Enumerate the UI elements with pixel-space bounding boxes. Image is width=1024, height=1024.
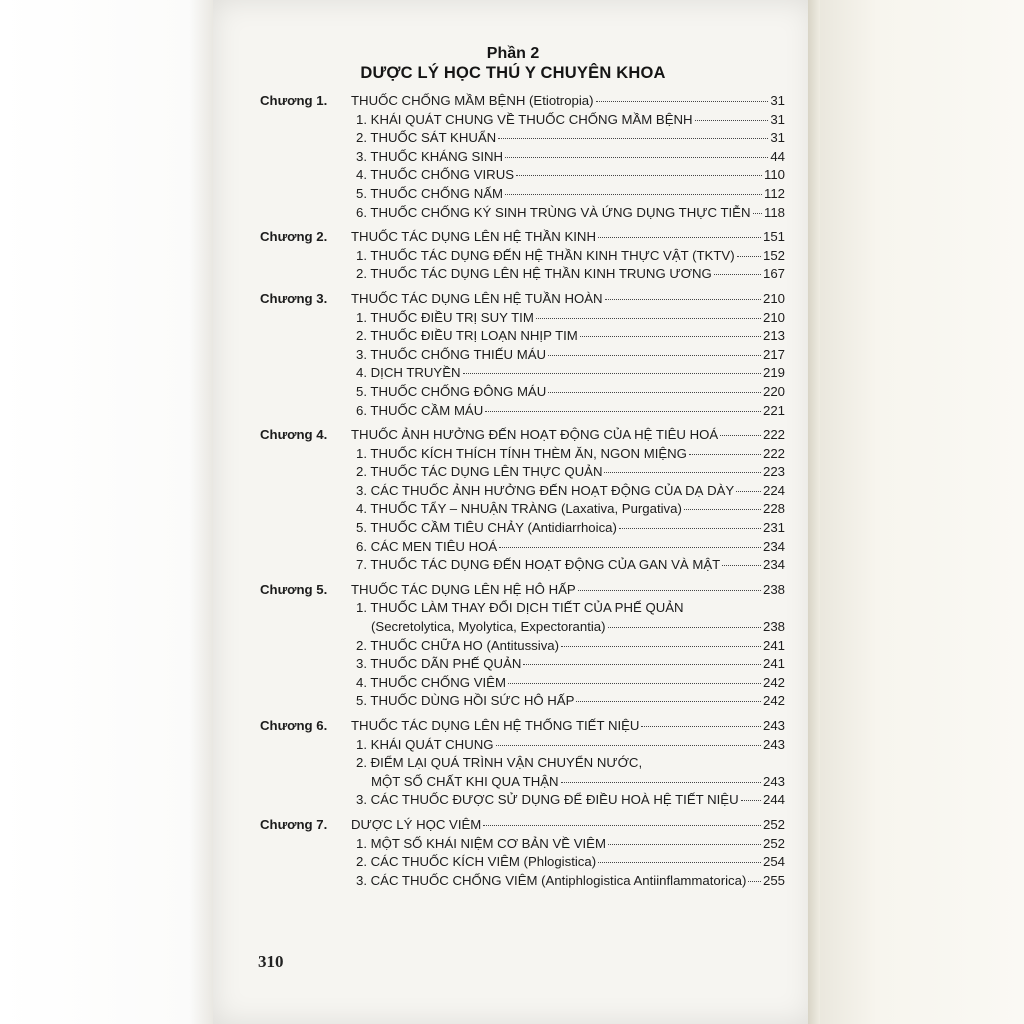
page-ref: 238 (762, 581, 785, 597)
page-ref: 110 (763, 167, 785, 183)
toc-item-row (213, 247, 813, 266)
toc-item-entry[interactable] (356, 463, 785, 482)
toc-item-entry[interactable] (356, 111, 785, 130)
toc-item-entry[interactable] (356, 247, 785, 266)
dot-leader (748, 881, 761, 882)
toc-item-row (213, 674, 813, 693)
dot-leader (598, 237, 761, 238)
toc-item-row (213, 500, 813, 519)
dot-leader (508, 683, 761, 684)
toc-item-row (213, 111, 813, 130)
toc-item-entry[interactable] (356, 692, 785, 711)
toc-item-entry[interactable] (356, 445, 785, 464)
toc-entry-text: 4. DỊCH TRUYỀN (356, 365, 461, 381)
toc-entry-text: 6. THUỐC CẦM MÁU (356, 402, 484, 418)
dot-leader (598, 862, 761, 863)
toc-item-row (213, 482, 813, 501)
toc-item-row (213, 166, 813, 185)
dot-leader (483, 825, 761, 826)
toc-item-entry[interactable] (356, 383, 785, 402)
toc-entry-text: 4. THUỐC CHỐNG VIRUS (356, 167, 515, 183)
toc-entry-text: 6. THUỐC CHỐNG KÝ SINH TRÙNG VÀ ỨNG DỤNG THỰC TIỄN (356, 204, 751, 220)
dot-leader (596, 101, 769, 102)
page-ref: 252 (762, 835, 785, 851)
dot-leader (695, 120, 769, 121)
chapter-title-entry[interactable] (351, 581, 785, 600)
dot-leader (753, 213, 762, 214)
chapter-label: Chương 1. (260, 93, 328, 108)
chapter-row (213, 816, 813, 835)
dot-leader (523, 664, 761, 665)
toc-item-entry[interactable] (356, 754, 785, 773)
toc-item-entry[interactable] (356, 519, 785, 538)
dot-leader (496, 745, 761, 746)
page-edge-shadow (808, 0, 820, 1024)
toc-item-entry[interactable] (356, 185, 785, 204)
page-ref: 152 (762, 247, 785, 263)
dot-leader (499, 547, 761, 548)
page-ref: 213 (762, 328, 785, 344)
toc-entry-text: 1. THUỐC LÀM THAY ĐỔI DỊCH TIẾT CỦA PHẾ QUẢN (356, 600, 684, 616)
page-ref: 242 (762, 674, 785, 690)
chapter-block (213, 581, 813, 711)
page-ref: 241 (762, 656, 785, 672)
toc-entry-text: 2. THUỐC SÁT KHUẨN (356, 130, 497, 146)
page-ref: 242 (762, 693, 785, 709)
part-title: DƯỢC LÝ HỌC THÚ Y CHUYÊN KHOA (360, 64, 666, 82)
toc-item-row (213, 327, 813, 346)
right-background (814, 0, 1024, 1024)
dot-leader (714, 274, 761, 275)
toc-entry-text: 1. KHÁI QUÁT CHUNG VỀ THUỐC CHỐNG MẦM BỆNH (356, 111, 693, 127)
toc-entry-text: 6. CÁC MEN TIÊU HOÁ (356, 538, 498, 554)
toc-entry-text: 1. KHÁI QUÁT CHUNG (356, 736, 494, 752)
chapter-row (213, 426, 813, 445)
toc-entry-text: 1. MỘT SỐ KHÁI NIỆM CƠ BẢN VỀ VIÊM (356, 835, 606, 851)
toc-entry-text: 1. THUỐC TÁC DỤNG ĐẾN HỆ THẦN KINH THỰC VẬT (TKTV) (356, 247, 735, 263)
page-ref: 228 (762, 501, 785, 517)
page-ref: 220 (762, 383, 785, 399)
toc-item-row (213, 129, 813, 148)
toc-item-entry[interactable] (356, 148, 785, 167)
page-ref: 151 (762, 229, 785, 245)
part-label: Phần 2 (486, 45, 540, 62)
toc-item-row (213, 445, 813, 464)
chapter-block (213, 290, 813, 420)
dot-leader (578, 590, 761, 591)
toc-item-entry[interactable] (356, 538, 785, 557)
chapter-row (213, 92, 813, 111)
chapter-row (213, 581, 813, 600)
toc-item-entry[interactable] (356, 346, 785, 365)
toc-entry-text: 3. CÁC THUỐC ĐƯỢC SỬ DỤNG ĐỂ ĐIỀU HOÀ HỆ TIẾT NIỆU (356, 792, 739, 808)
chapter-block (213, 92, 813, 222)
chapter-label: Chương 4. (260, 427, 328, 443)
dot-leader (561, 782, 761, 783)
toc-item-row (213, 148, 813, 167)
chapter-title-entry[interactable] (351, 290, 785, 309)
toc-entry-text: 2. CÁC THUỐC KÍCH VIÊM (Phlogistica) (356, 854, 597, 870)
chapter-block (213, 426, 813, 575)
chapter-title-entry[interactable] (351, 816, 785, 835)
toc-entry-text: (Secretolytica, Myolytica, Expectorantia) (371, 619, 606, 635)
chapter-label: Chương 5. (260, 581, 328, 597)
toc-item-row (213, 754, 813, 773)
toc-entry-text: 5. THUỐC CẦM TIÊU CHẢY (Antidiarrhoica) (356, 520, 617, 536)
table-of-contents (213, 92, 813, 896)
dot-leader (741, 800, 761, 801)
page-ref: 243 (762, 718, 785, 733)
page-ref: 243 (762, 736, 785, 752)
dot-leader (737, 256, 761, 257)
chapter-label: Chương 7. (260, 816, 328, 832)
toc-entry-text: 2. THUỐC TÁC DỤNG LÊN THỰC QUẢN (356, 464, 603, 480)
toc-item-row (213, 835, 813, 854)
page-ref: 222 (762, 427, 785, 443)
dot-leader (580, 336, 761, 337)
page-ref: 254 (762, 854, 785, 870)
toc-entry-text: 2. ĐIỂM LẠI QUÁ TRÌNH VẬN CHUYỂN NƯỚC, (356, 755, 643, 771)
toc-item-entry[interactable] (356, 309, 785, 328)
toc-entry-text: 3. CÁC THUỐC CHỐNG VIÊM (Antiphlogistica Antiinflammatorica) (356, 872, 747, 888)
toc-item-entry[interactable] (356, 482, 785, 501)
chapter-title-entry[interactable] (351, 228, 785, 247)
chapter-label: Chương 6. (260, 718, 328, 733)
page-ref: 44 (770, 148, 785, 164)
dot-leader (516, 175, 762, 176)
page-ref: 231 (762, 520, 785, 536)
toc-item-entry[interactable] (356, 204, 785, 223)
page-ref: 238 (762, 619, 785, 635)
page-ref: 118 (763, 204, 785, 220)
page-ref: 244 (762, 792, 785, 808)
toc-entry-text: THUỐC TÁC DỤNG LÊN HỆ THỐNG TIẾT NIỆU (351, 718, 640, 733)
chapter-title-entry[interactable] (351, 92, 785, 111)
toc-item-row (213, 346, 813, 365)
dot-leader (720, 435, 761, 436)
toc-entry-text: MỘT SỐ CHẤT KHI QUA THẬN (371, 773, 559, 789)
dot-leader (485, 411, 761, 412)
dot-leader (548, 392, 761, 393)
chapter-block (213, 816, 813, 890)
chapter-title-entry[interactable] (351, 717, 785, 736)
toc-entry-text: 2. THUỐC TÁC DỤNG LÊN HỆ THẦN KINH TRUNG ƯƠNG (356, 266, 712, 282)
toc-item-entry[interactable] (356, 364, 785, 383)
toc-item-row (213, 872, 813, 891)
dot-leader (608, 627, 761, 628)
toc-item-entry[interactable] (356, 655, 785, 674)
toc-item-row (213, 309, 813, 328)
toc-entry-text: THUỐC TÁC DỤNG LÊN HỆ THẦN KINH (351, 229, 596, 245)
toc-item-row (213, 692, 813, 711)
dot-leader (604, 472, 761, 473)
toc-item-entry[interactable] (356, 265, 785, 284)
toc-entry-text: DƯỢC LÝ HỌC VIÊM (351, 816, 482, 832)
page-ref: 210 (762, 290, 785, 306)
page-ref: 223 (762, 464, 785, 480)
toc-item-row (213, 538, 813, 557)
chapter-block (213, 228, 813, 284)
chapter-label: Chương 3. (260, 290, 328, 306)
toc-entry-text: 3. THUỐC KHÁNG SINH (356, 148, 504, 164)
toc-item-continuation-row (213, 618, 813, 637)
toc-item-entry[interactable] (356, 637, 785, 656)
toc-item-entry[interactable] (356, 556, 785, 575)
page-ref: 234 (762, 557, 785, 573)
dot-leader (548, 355, 761, 356)
page-number: 310 (258, 952, 284, 971)
page-ref: 112 (763, 185, 785, 201)
toc-entry-text: 5. THUỐC DÙNG HỒI SỨC HÔ HẤP (356, 693, 575, 709)
toc-item-row (213, 265, 813, 284)
toc-item-row (213, 637, 813, 656)
dot-leader (505, 194, 762, 195)
dot-leader (619, 528, 761, 529)
toc-item-entry[interactable] (356, 402, 785, 421)
toc-entry-text: 4. THUỐC CHỐNG VIÊM (356, 674, 506, 690)
book-page (213, 0, 813, 1024)
toc-entry-text: 5. THUỐC CHỐNG ĐÔNG MÁU (356, 383, 547, 399)
toc-item-entry[interactable] (356, 872, 785, 891)
toc-item-entry[interactable] (356, 129, 785, 148)
toc-entry-text: 3. THUỐC CHỐNG THIẾU MÁU (356, 346, 547, 362)
page-ref: 210 (762, 309, 785, 325)
dot-leader (641, 726, 761, 727)
page-ref: 255 (762, 872, 785, 888)
toc-entry-text: 4. THUỐC TẨY – NHUẬN TRÀNG (Laxativa, Purgativa) (356, 501, 682, 517)
toc-item-entry[interactable] (371, 773, 785, 792)
page-ref: 31 (770, 93, 785, 108)
page-ref: 217 (762, 346, 785, 362)
toc-entry-text: 3. THUỐC DÃN PHẾ QUẢN (356, 656, 522, 672)
chapter-title-entry[interactable] (351, 426, 785, 445)
toc-item-entry[interactable] (356, 674, 785, 693)
toc-item-row (213, 463, 813, 482)
toc-item-row (213, 791, 813, 810)
toc-item-row (213, 736, 813, 755)
chapter-label: Chương 2. (260, 229, 328, 245)
toc-entry-text: 2. THUỐC CHỮA HO (Antitussiva) (356, 637, 560, 653)
page-ref: 221 (762, 402, 785, 418)
page-ref: 252 (762, 816, 785, 832)
page-ref: 167 (762, 266, 785, 282)
dot-leader (605, 299, 761, 300)
toc-item-entry[interactable] (356, 835, 785, 854)
toc-entry-text: 1. THUỐC ĐIỀU TRỊ SUY TIM (356, 309, 534, 325)
toc-entry-text: 1. THUỐC KÍCH THÍCH TÍNH THÈM ĂN, NGON MIỆNG (356, 445, 687, 461)
toc-item-entry[interactable] (356, 791, 785, 810)
dot-leader (463, 373, 761, 374)
toc-item-row (213, 655, 813, 674)
dot-leader (608, 844, 761, 845)
dot-leader (722, 565, 761, 566)
toc-item-row (213, 599, 813, 618)
chapter-row (213, 290, 813, 309)
toc-item-row (213, 383, 813, 402)
toc-item-entry[interactable] (356, 327, 785, 346)
page-ref: 243 (762, 773, 785, 789)
toc-item-row (213, 853, 813, 872)
page-ref: 224 (762, 482, 785, 498)
toc-item-row (213, 185, 813, 204)
dot-leader (689, 454, 761, 455)
toc-item-row (213, 204, 813, 223)
dot-leader (505, 157, 768, 158)
dot-leader (536, 318, 761, 319)
chapter-row (213, 717, 813, 736)
toc-entry-text: THUỐC ẢNH HƯỞNG ĐẾN HOẠT ĐỘNG CỦA HỆ TIÊU HOÁ (351, 427, 719, 443)
toc-entry-text: THUỐC TÁC DỤNG LÊN HỆ TUẦN HOÀN (351, 290, 603, 306)
toc-item-entry[interactable] (371, 618, 785, 637)
toc-entry-text: 5. THUỐC CHỐNG NẤM (356, 185, 504, 201)
toc-item-row (213, 402, 813, 421)
toc-item-entry[interactable] (356, 853, 785, 872)
toc-item-row (213, 364, 813, 383)
toc-entry-text: 7. THUỐC TÁC DỤNG ĐẾN HOẠT ĐỘNG CỦA GAN VÀ MẬT (356, 557, 721, 573)
page-ref: 31 (770, 111, 785, 127)
page-ref: 219 (762, 365, 785, 381)
left-background (0, 0, 215, 1024)
toc-entry-text: 3. CÁC THUỐC ẢNH HƯỞNG ĐẾN HOẠT ĐỘNG CỦA DẠ DÀY (356, 482, 735, 498)
toc-item-entry[interactable] (356, 166, 785, 185)
toc-item-row (213, 556, 813, 575)
toc-entry-text: THUỐC CHỐNG MẦM BỆNH (Etiotropia) (351, 93, 594, 108)
toc-item-entry[interactable] (356, 736, 785, 755)
page-ref: 222 (762, 445, 785, 461)
toc-entry-text: 2. THUỐC ĐIỀU TRỊ LOẠN NHỊP TIM (356, 328, 578, 344)
toc-item-entry[interactable] (356, 599, 785, 618)
toc-item-continuation-row (213, 773, 813, 792)
page-ref: 241 (762, 637, 785, 653)
dot-leader (498, 138, 768, 139)
page-ref: 31 (770, 130, 785, 146)
dot-leader (684, 509, 761, 510)
toc-item-row (213, 519, 813, 538)
page-ref: 234 (762, 538, 785, 554)
dot-leader (576, 701, 761, 702)
dot-leader (736, 491, 761, 492)
toc-entry-text: THUỐC TÁC DỤNG LÊN HỆ HÔ HẤP (351, 581, 576, 597)
chapter-row (213, 228, 813, 247)
dot-leader (561, 646, 761, 647)
chapter-block (213, 717, 813, 810)
toc-item-entry[interactable] (356, 500, 785, 519)
